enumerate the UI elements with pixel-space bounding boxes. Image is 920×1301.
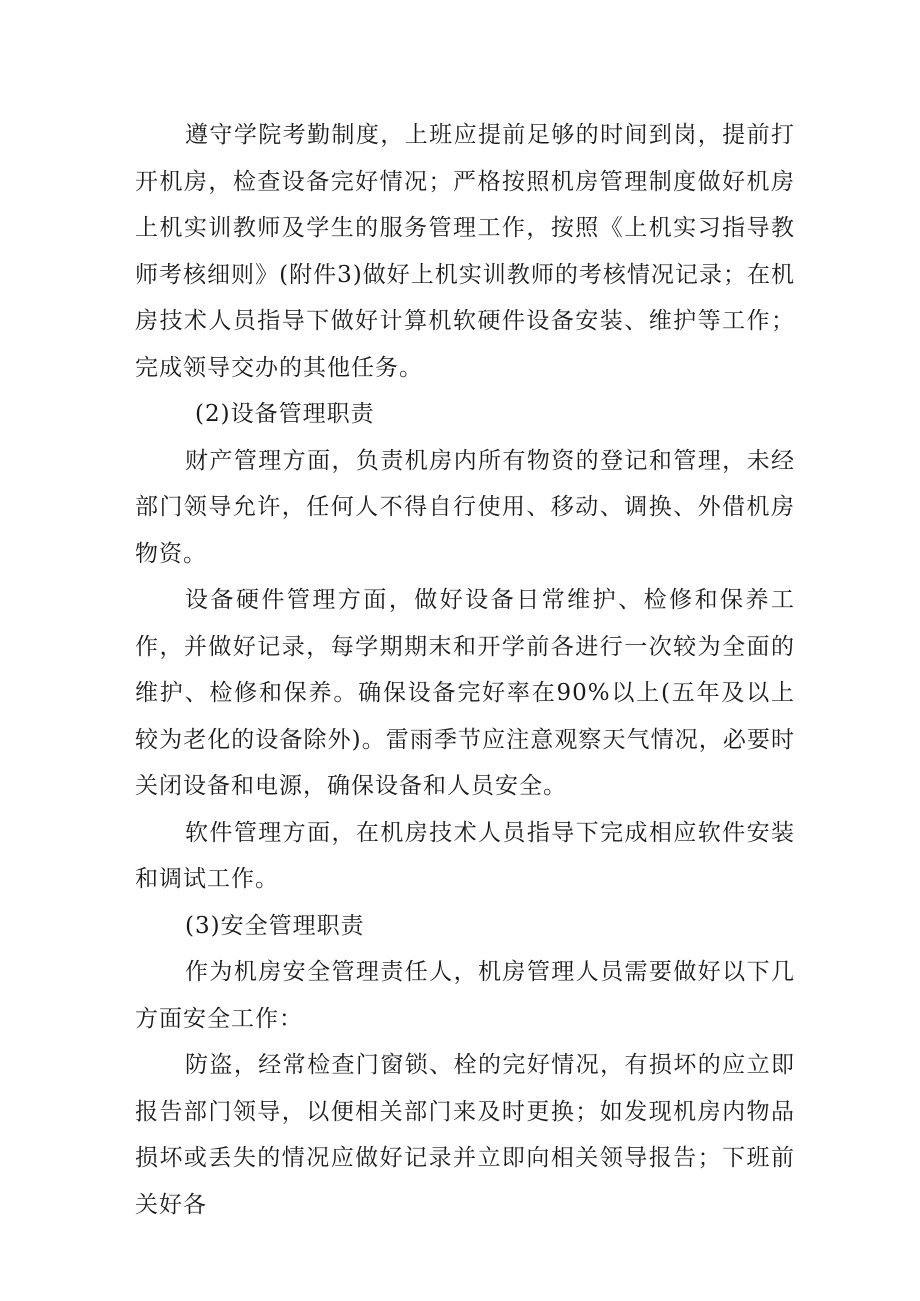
paragraph-software-management: 软件管理方面，在机房技术人员指导下完成相应软件安装和调试工作。 (135, 819, 795, 892)
section-heading-security-management: (3)安全管理职责 (185, 912, 365, 939)
paragraph-theft-prevention: 防盗，经常检查门窗锁、栓的完好情况，有损坏的应立即报告部门领导，以便相关部门来及时更换；如发现机房内物品损坏或丢失的情况应做好记录并立即向相关领导报告；下班前关好各 (135, 1052, 795, 1218)
paragraph-security-intro: 作为机房安全管理责任人，机房管理人员需要做好以下几方面安全工作： (135, 959, 795, 1032)
paragraph-hardware-management: 设备硬件管理方面，做好设备日常维护、检修和保养工作，并做好记录，每学期期末和开学前各进行一次较为全面的维护、检修和保养。确保设备完好率在90%以上(五年及以上较为老化的设备除外)。雷雨季节应注意观察天气情况，必要时关闭设备和电源，确保设备和人员安全。 (135, 587, 795, 799)
section-heading-equipment-management: (2)设备管理职责 (195, 401, 375, 427)
paragraph-property-management: 财产管理方面，负责机房内所有物资的登记和管理，未经部门领导允许，任何人不得自行使用、移动、调换、外借机房物资。 (135, 447, 795, 567)
document-body (135, 112, 795, 1228)
paragraph-attendance-duties: 遵守学院考勤制度，上班应提前足够的时间到岗，提前打开机房，检查设备完好情况；严格按照机房管理制度做好机房上机实训教师及学生的服务管理工作，按照《上机实习指导教师考核细则》(附件3)做好上机实训教师的考核情况记录；在机房技术人员指导下做好计算机软硬件设备安装、维护等工作；完成领导交办的其他任务。 (135, 122, 795, 381)
